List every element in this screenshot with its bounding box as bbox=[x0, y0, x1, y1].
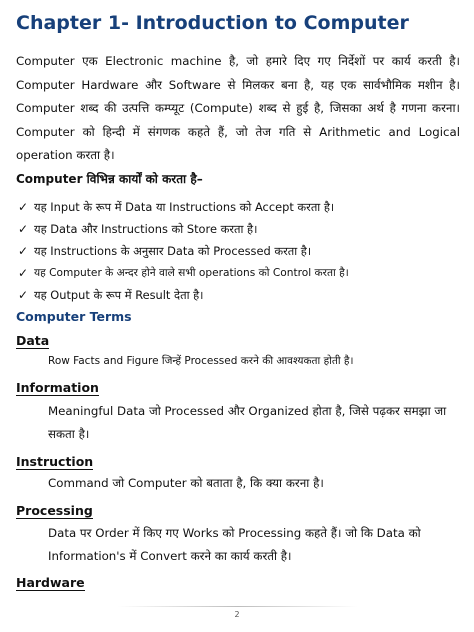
intro-paragraph: Computer एक Electronic machine है, जो हमारे दिए गए निर्देशों पर कार्य करती है। Computer Hardware और Software से मिलकर बना है, यह एक सार्वभौमिक मशीन है। Computer शब्द की उत्पत्ति कम्प्यूट (Compute) शब्द से हुई है, जिसका अर्थ है गणना करना। Computer को हिन्दी में संगणक कहते हैं, जो तेज गति से Arithmetic and Logical operation करता है। bbox=[16, 54, 460, 162]
check-icon: ✓ bbox=[18, 222, 29, 236]
term-processing-definition: Data पर Order में किए गए Works को Processing कहते हैं। जो कि Data को Information's में Convert करने का कार्य करती है। bbox=[48, 526, 421, 563]
term-hardware-heading: Hardware bbox=[16, 575, 85, 590]
footer-divider bbox=[118, 606, 358, 607]
check-icon: ✓ bbox=[18, 266, 29, 280]
term-data-heading: Data bbox=[16, 333, 50, 348]
list-item-text: यह Output के रूप में Result देता है। bbox=[34, 288, 204, 302]
term-instruction-definition: Command जो Computer को बताता है, कि क्या करना है। bbox=[48, 476, 324, 490]
list-item bbox=[18, 218, 468, 240]
term-information-heading: Information bbox=[16, 380, 99, 395]
list-item bbox=[18, 284, 468, 306]
capabilities-list bbox=[18, 196, 468, 306]
chapter-title: Chapter 1- Introduction to Computer bbox=[16, 12, 409, 34]
term-information-definition: Meaningful Data जो Processed और Organized होता है, जिसे पढ़कर समझा जा सकता है। bbox=[48, 404, 447, 441]
check-icon: ✓ bbox=[18, 244, 29, 258]
list-item-text: यह Input के रूप में Data या Instructions को Accept करता है। bbox=[34, 200, 335, 214]
term-instruction-heading: Instruction bbox=[16, 454, 94, 469]
page-number: 2 bbox=[234, 610, 240, 619]
list-item-text: यह Computer के अन्दर होने वाले सभी operations को Control करता है। bbox=[34, 267, 349, 279]
list-item-text: यह Instructions के अनुसार Data को Processed करता है। bbox=[34, 244, 312, 258]
term-data-definition: Row Facts and Figure जिन्हें Processed करने की आवश्यकता होती है। bbox=[48, 355, 354, 367]
list-item bbox=[18, 240, 468, 262]
check-icon: ✓ bbox=[18, 200, 29, 214]
term-processing-heading: Processing bbox=[16, 503, 93, 518]
list-item-text: यह Data और Instructions को Store करता है। bbox=[34, 222, 258, 236]
list-item bbox=[18, 262, 468, 284]
check-icon: ✓ bbox=[18, 288, 29, 302]
terms-heading: Computer Terms bbox=[16, 309, 132, 324]
capabilities-heading: Computer विभिन्न कार्यों को करता है– bbox=[16, 172, 203, 186]
list-item bbox=[18, 196, 468, 218]
